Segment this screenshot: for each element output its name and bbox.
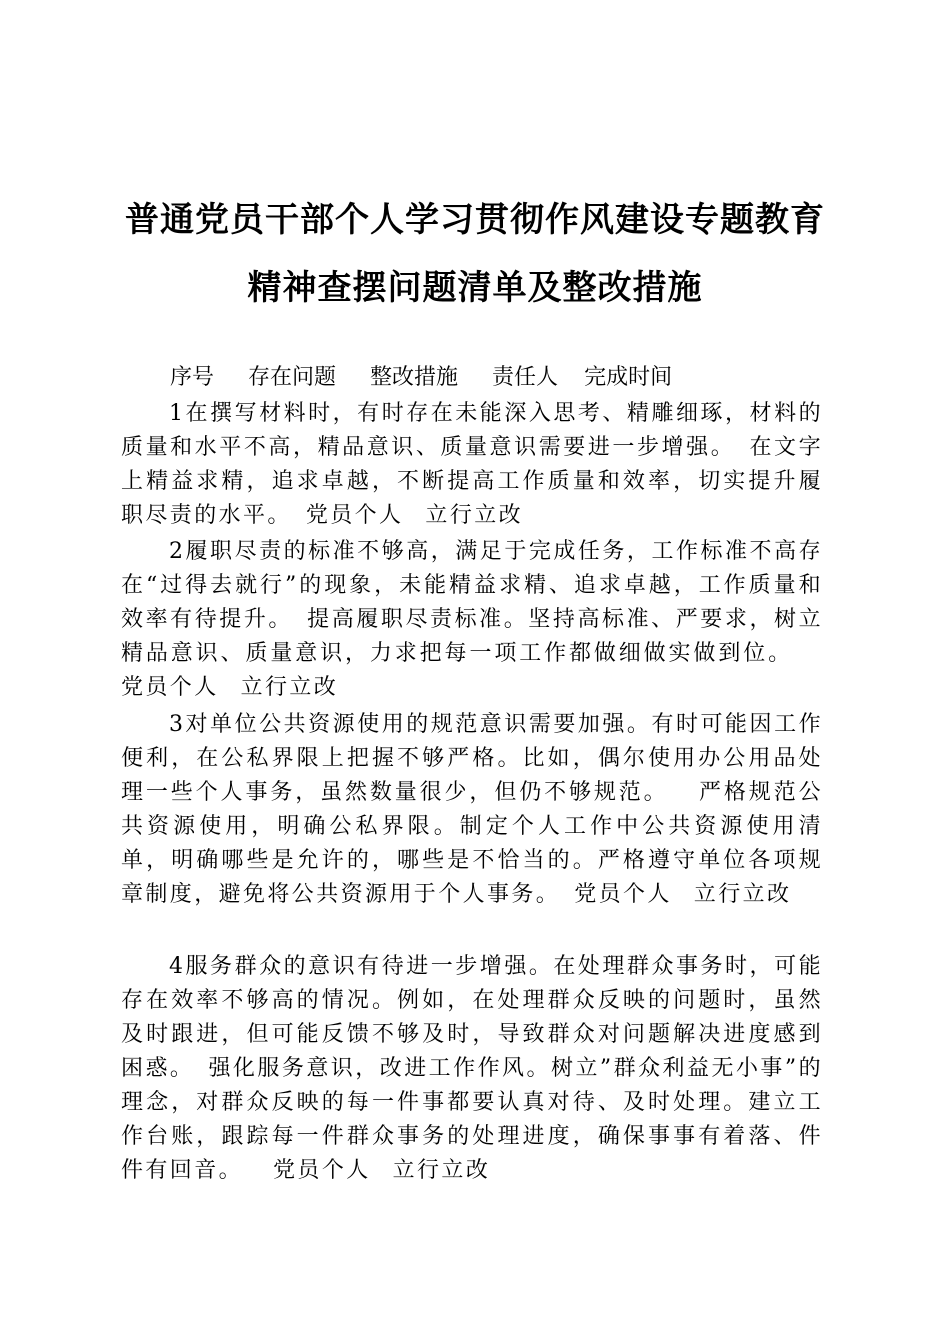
item-problem: 在撰写材料时，有时存在未能深入思考、精雕细琢，材料的质量和水平不高，精品意识、质量意识需要进一步增强。 [121,401,823,460]
item-measure: 严格规范公共资源使用，明确公私界限。制定个人工作中公共资源使用清单，明确哪些是允许的，哪些是不恰当的。严格遵守单位各项规章制度，避免将公共资源用于个人事务。 [121,780,823,907]
item-deadline: 立行立改 [392,1158,491,1183]
item-index: 2 [169,539,186,564]
document-title-line-1: 普通党员干部个人学习贯彻作风建设专题教育 [125,200,825,240]
item-index: 3 [169,712,186,737]
list-item-1 [121,397,823,533]
item-responsible: 党员个人 [574,882,672,907]
item-responsible: 党员个人 [121,675,219,700]
item-deadline: 立行立改 [240,675,339,700]
list-item-3 [121,708,823,912]
item-measure: 提高履职尽责标准。坚持高标准、严要求，树立精品意识、质量意识，力求把每一项工作都做细做实做到位。 [121,607,823,666]
item-deadline: 立行立改 [425,503,524,528]
header-responsible: 责任人 [492,365,559,390]
document-title-line-2: 精神查摆问题清单及整改措施 [247,268,703,308]
header-measure: 整改措施 [370,365,459,390]
item-problem: 对单位公共资源使用的规范意识需要加强。有时可能因工作便利，在公私界限上把握不够严格。比如，偶尔使用办公用品处理一些个人事务，虽然数量很少，但仍不够规范。 [121,712,823,805]
item-deadline: 立行立改 [693,882,792,907]
item-problem: 履职尽责的标准不够高，满足于完成任务，工作标准不高存在“过得去就行”的现象，未能精益求精、追求卓越，工作质量和效率有待提升。 [121,539,823,632]
header-index: 序号 [170,365,215,390]
item-index: 1 [169,401,186,426]
table-header-row [170,362,672,394]
item-responsible: 党员个人 [305,503,404,528]
item-measure: 强化服务意识，改进工作作风。树立”群众利益无小事”的理念，对群众反映的每一件事都要认真对待、及时处理。建立工作台账，跟踪每一件群众事务的处理进度，确保事事有着落、件件有回音。 [121,1056,823,1183]
item-problem: 服务群众的意识有待进一步增强。在处理群众事务时，可能存在效率不够高的情况。例如，在处理群众反映的问题时，虽然及时跟进，但可能反馈不够及时，导致群众对问题解决进度感到困惑。 [121,954,823,1081]
item-responsible: 党员个人 [273,1158,371,1183]
header-deadline: 完成时间 [584,365,673,390]
item-measure: 在文字上精益求精，追求卓越，不断提高工作质量和效率，切实提升履职尽责的水平。 [121,435,823,528]
item-index: 4 [169,954,186,979]
list-item-4 [121,950,823,1188]
list-item-2 [121,535,823,705]
header-problem: 存在问题 [248,365,337,390]
